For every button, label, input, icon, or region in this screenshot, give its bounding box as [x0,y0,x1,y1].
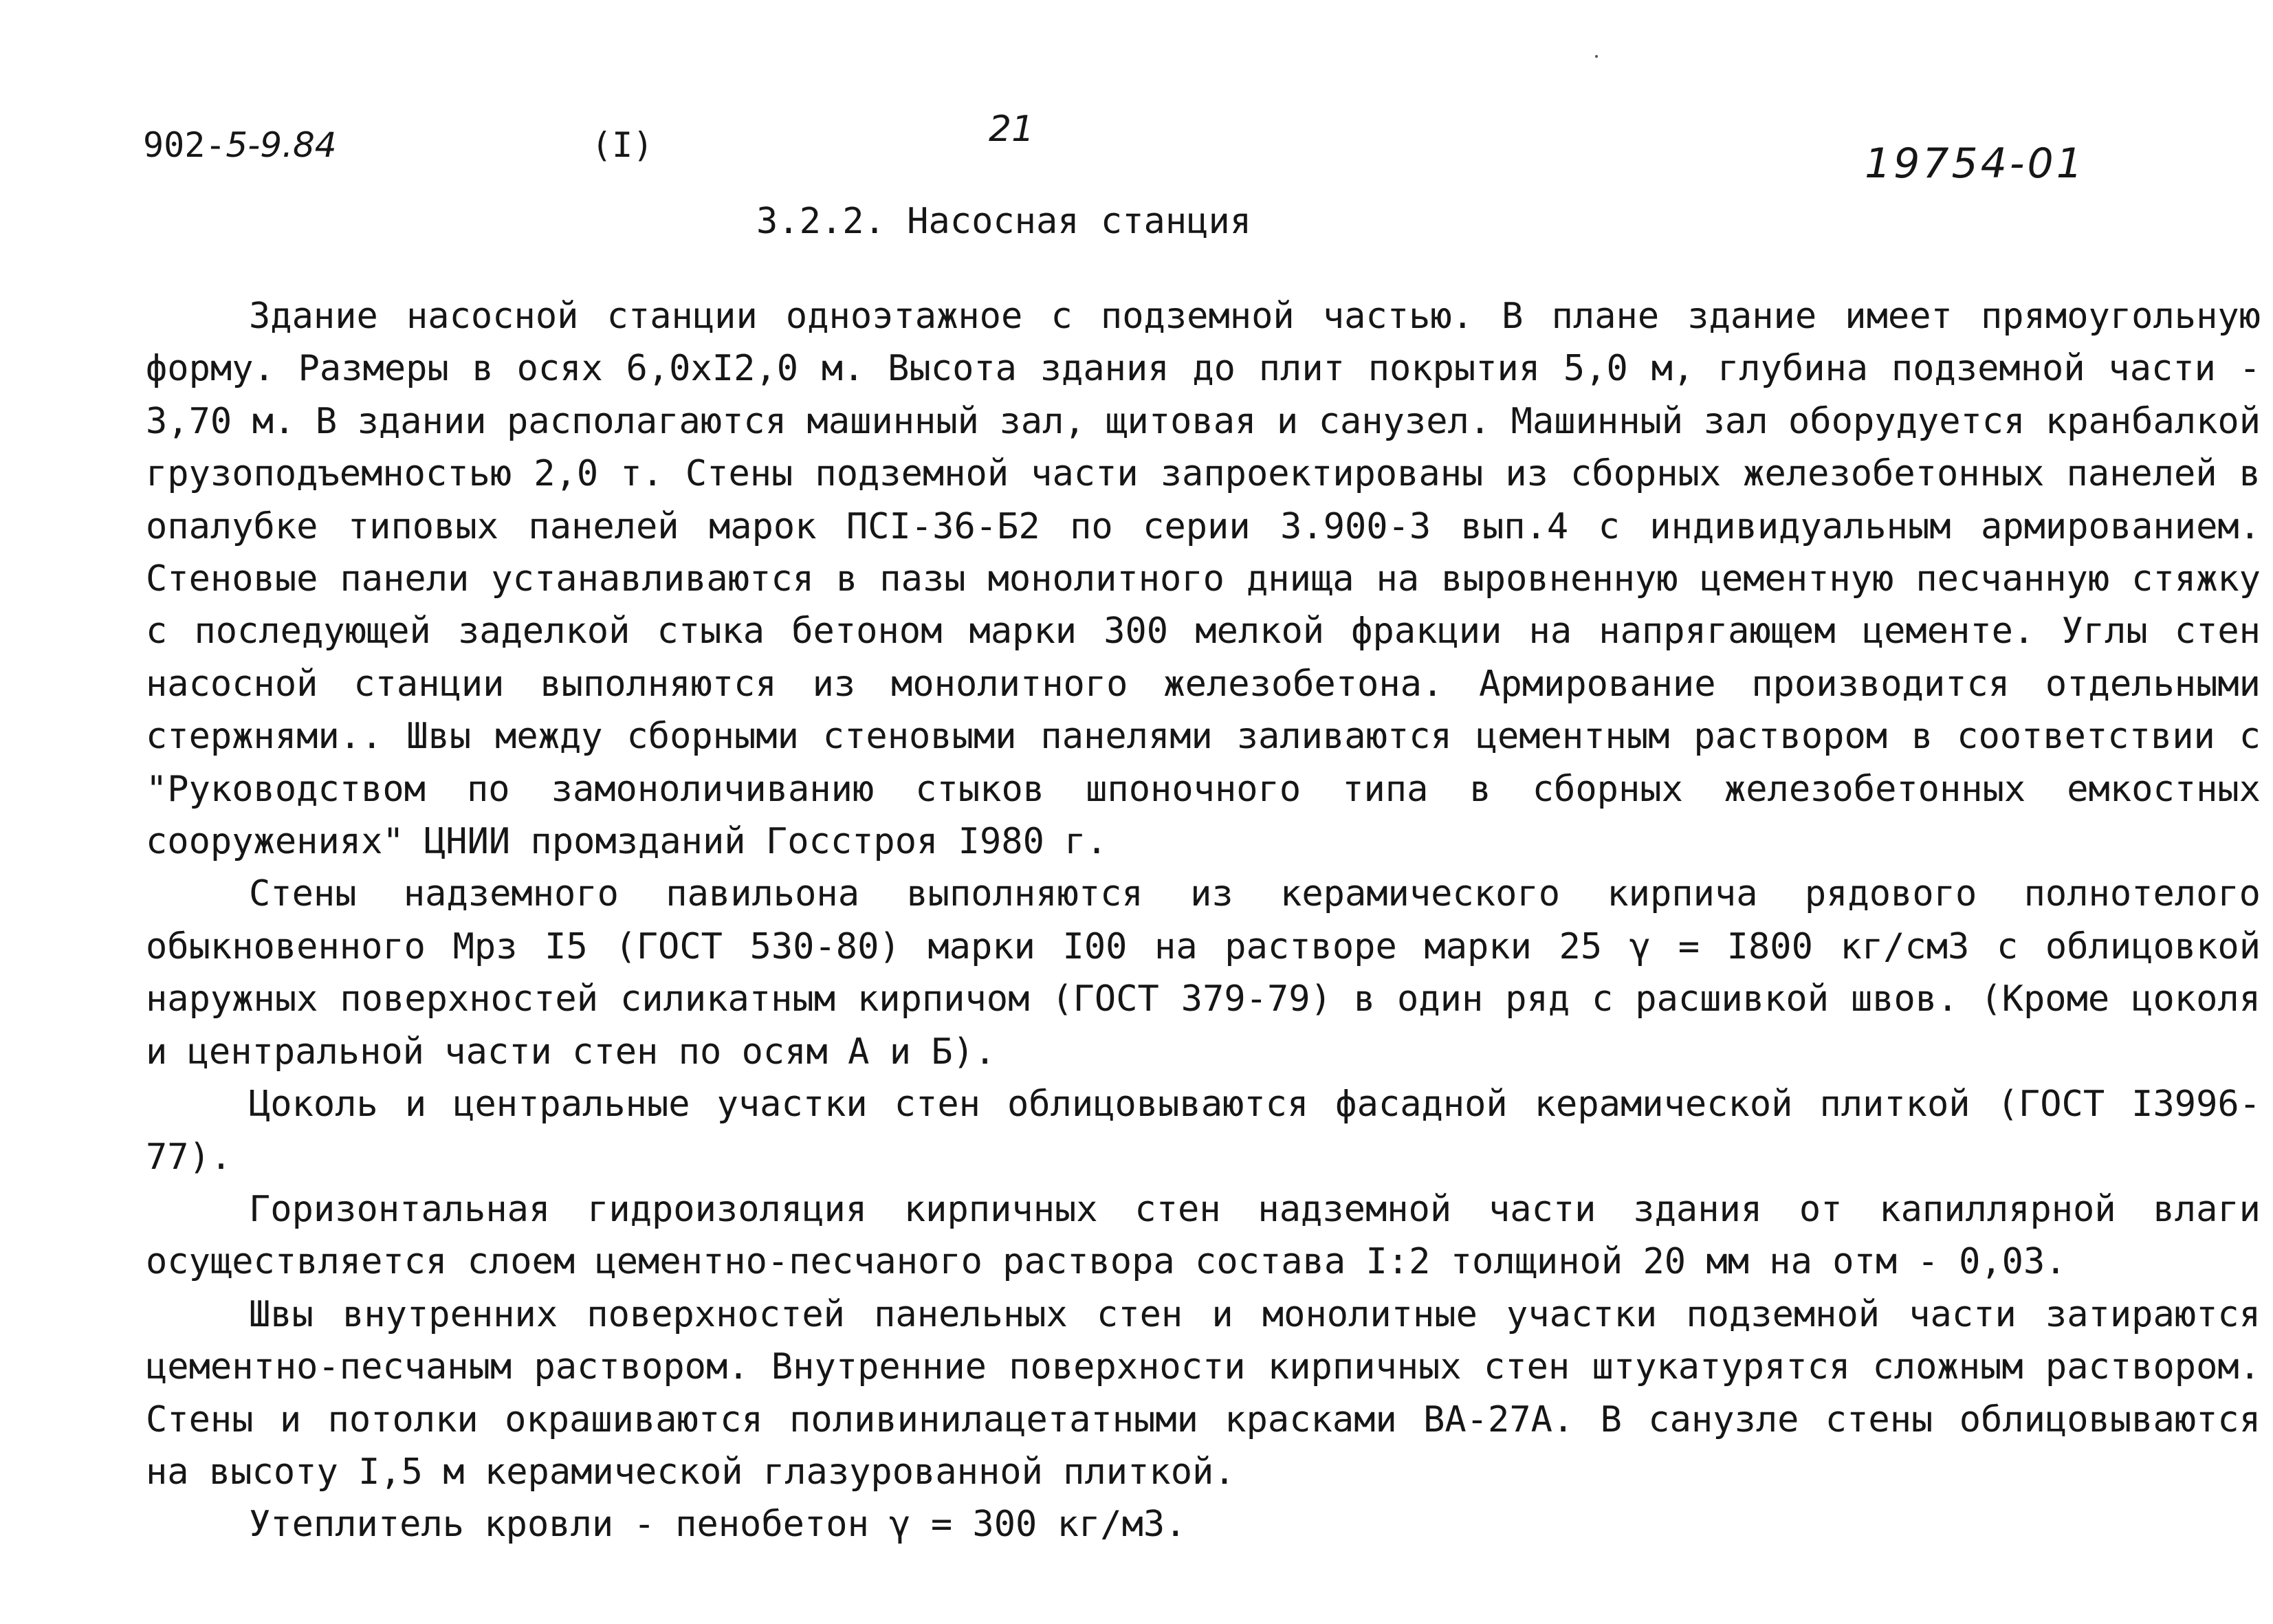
document-code [143,125,337,165]
paragraph-interior-finish: Швы внутренних поверхностей панельных стен и монолитные участки подземной части затираются цементно-песчаным раствором. Внутренние поверхности кирпичных стен штукатурятся сложным раствором. Стены и потолки окрашиваются поливинилацетатными красками ВА-27А. В санузле стены облицовываются на высоту I,5 м керамической глазурованной плиткой. [146,1293,2261,1493]
paragraph-plinth: Цоколь и центральные участки стен облицовываются фасадной керамической плиткой (ГОСТ I3996-77). [146,1084,2261,1178]
document-code-handwritten: 5-9.84 [226,125,337,165]
paragraph-waterproofing: Горизонтальная гидроизоляция кирпичных стен надземной части здания от капиллярной влаги осуществляется слоем цементно-песчаного раствора состава I:2 толщиной 20 мм на отм - 0,03. [146,1188,2261,1283]
document-number: 19754-01 [1865,140,2085,188]
volume-number: (I) [591,125,654,165]
body-text [146,290,2261,1551]
document-code-prefix: 902- [143,125,226,165]
page-number: 21 [989,109,1035,150]
paragraph-pavilion-walls: Стены надземного павильона выполняются из керамического кирпича рядового полнотелого обыкновенного Мрз I5 (ГОСТ 530-80) марки I00 на растворе марки 25 γ = I800 кг/см3 с облицовкой наружных поверхностей силикатным кирпичом (ГОСТ 379-79) в один ряд с расшивкой швов. (Кроме цоколя и центральной части стен по осям А и Б). [146,873,2261,1073]
scan-speck [1595,55,1598,58]
paragraph-building-structure: Здание насосной станции одноэтажное с подземной частью. В плане здание имеет прямоугольную форму. Размеры в осях 6,0хI2,0 м. Высота здания до плит покрытия 5,0 м, глубина подземной части - 3,70 м. В здании располагаются машинный зал, щитовая и санузел. Машинный зал оборудуется кранбалкой грузоподъемностью 2,0 т. Стены подземной части запроектированы из сборных железобетонных панелей в опалубке типовых панелей марок ПСI-36-Б2 по серии 3.900-3 вып.4 с индивидуальным армированием. Стеновые панели устанавливаются в пазы монолитного днища на выровненную цементную песчанную стяжку с последующей заделкой стыка бетоном марки 300 мелкой фракции на напрягающем цементе. Углы стен насосной станции выполняются из монолитного железобетона. Армирование производится отдельными стержнями.. Швы между сборными стеновыми панелями заливаются цементным раствором в соответствии с "Руководством по замоноличиванию стыков шпоночного типа в сборных железобетонных емкостных сооружениях" ЦНИИ промзданий Госстроя I980 г. [146,296,2261,863]
paragraph-roof-insulation: Утеплитель кровли - пенобетон γ = 300 кг/м3. [249,1504,1187,1546]
section-heading: 3.2.2. Насосная станция [756,201,1252,242]
